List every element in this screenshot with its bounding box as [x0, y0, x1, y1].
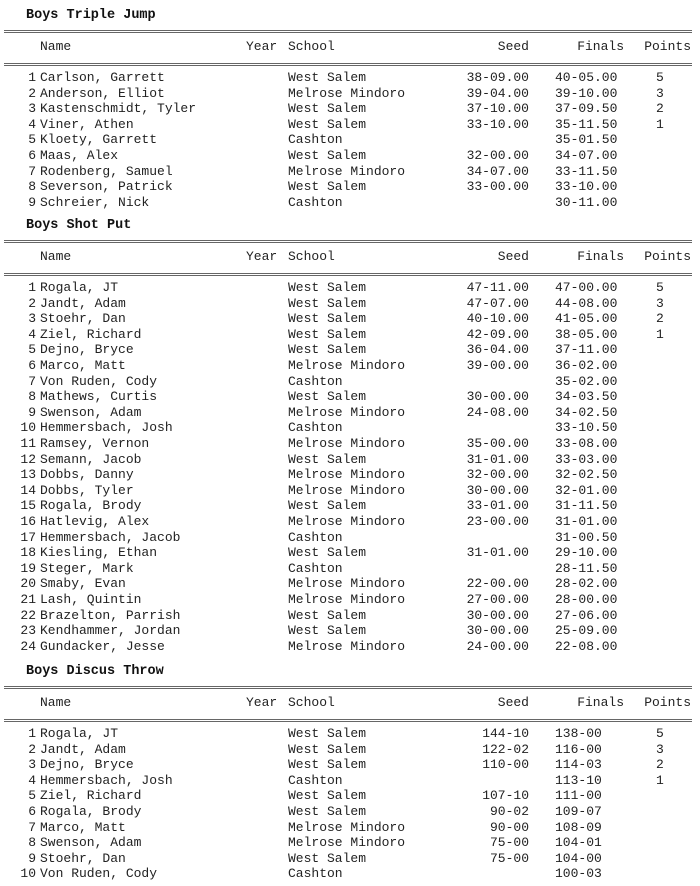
result-row: [0, 358, 700, 374]
finals-mark: 108-09: [555, 819, 602, 835]
result-row: [0, 804, 700, 820]
column-header-row: [0, 249, 700, 265]
place: 9: [28, 404, 36, 420]
athlete-name: Schreier, Nick: [40, 194, 150, 210]
seed-mark: 31-01.00: [466, 545, 529, 561]
school: Melrose Mindoro: [288, 819, 406, 835]
school: West Salem: [288, 545, 367, 561]
points: 5: [656, 726, 664, 741]
place: 8: [28, 835, 36, 851]
school: Cashton: [288, 132, 343, 148]
school: West Salem: [288, 623, 367, 639]
place: 24: [20, 638, 36, 654]
points: 1: [656, 116, 664, 132]
school: Cashton: [288, 420, 343, 436]
place: 3: [28, 101, 36, 117]
seed-mark: 23-00.00: [466, 514, 529, 529]
result-row: [0, 726, 700, 742]
place: 15: [20, 498, 36, 514]
athlete-name: Hemmersbach, Jacob: [40, 529, 181, 545]
header-school: School: [288, 695, 335, 710]
school: West Salem: [288, 804, 367, 819]
finals-mark: 100-03: [555, 866, 602, 882]
finals-mark: 25-09.00: [555, 623, 618, 639]
points: 3: [656, 85, 664, 101]
place: 6: [28, 358, 36, 373]
place: 2: [28, 85, 36, 101]
seed-mark: 30-00.00: [466, 482, 529, 498]
place: 4: [28, 772, 36, 788]
school: West Salem: [288, 389, 367, 405]
header-finals: Finals: [577, 39, 624, 54]
header-year: Year: [246, 39, 278, 54]
result-row: [0, 132, 700, 148]
school: West Salem: [288, 741, 367, 757]
header-points: Points: [644, 695, 691, 710]
place: 13: [20, 467, 36, 483]
finals-mark: 34-07.00: [555, 148, 618, 163]
athlete-name: Ziel, Richard: [40, 326, 142, 342]
place: 4: [28, 326, 36, 342]
finals-mark: 41-05.00: [555, 311, 618, 327]
result-row: [0, 820, 700, 836]
seed-mark: 30-00.00: [466, 389, 529, 405]
result-row: [0, 148, 700, 164]
place: 12: [20, 451, 36, 467]
school: Melrose Mindoro: [288, 163, 406, 179]
place: 8: [28, 389, 36, 405]
finals-mark: 33-11.50: [555, 163, 618, 179]
school: Cashton: [288, 866, 343, 882]
athlete-name: Lash, Quintin: [40, 592, 142, 607]
result-row: [0, 311, 700, 327]
athlete-name: Gundacker, Jesse: [40, 638, 165, 654]
result-row: [0, 374, 700, 390]
finals-mark: 27-06.00: [555, 607, 618, 623]
finals-mark: 33-10.50: [555, 420, 618, 436]
place: 8: [28, 179, 36, 195]
athlete-name: Hatlevig, Alex: [40, 514, 150, 529]
athlete-name: Dobbs, Tyler: [40, 482, 134, 498]
finals-mark: 34-03.50: [555, 389, 618, 405]
school: Cashton: [288, 373, 343, 389]
finals-mark: 35-11.50: [555, 116, 618, 132]
athlete-name: Dejno, Bryce: [40, 757, 134, 773]
finals-mark: 33-10.00: [555, 179, 618, 195]
athlete-name: Anderson, Elliot: [40, 85, 165, 101]
seed-mark: 144-10: [482, 726, 529, 741]
finals-mark: 104-00: [555, 850, 602, 866]
school: West Salem: [288, 726, 367, 741]
athlete-name: Ziel, Richard: [40, 788, 142, 804]
seed-mark: 90-02: [489, 804, 529, 819]
column-header-row: [0, 695, 700, 711]
result-row: [0, 576, 700, 592]
header-seed: Seed: [497, 695, 529, 710]
result-row: [0, 866, 700, 882]
school: West Salem: [288, 116, 367, 132]
athlete-name: Kastenschmidt, Tyler: [40, 101, 197, 117]
finals-mark: 32-02.50: [555, 467, 618, 483]
finals-mark: 37-09.50: [555, 101, 618, 117]
result-row: [0, 514, 700, 530]
place: 5: [28, 132, 36, 148]
header-points: Points: [644, 39, 691, 54]
finals-mark: 114-03: [555, 757, 602, 773]
athlete-name: Rogala, Brody: [40, 498, 142, 514]
school: Cashton: [288, 772, 343, 788]
seed-mark: 35-00.00: [466, 436, 529, 451]
result-row: [0, 195, 700, 211]
finals-mark: 30-11.00: [555, 194, 618, 210]
athlete-name: Viner, Athen: [40, 116, 134, 132]
place: 7: [28, 819, 36, 835]
school: Melrose Mindoro: [288, 835, 406, 851]
athlete-name: Jandt, Adam: [40, 741, 126, 757]
athlete-name: Mathews, Curtis: [40, 389, 158, 405]
finals-mark: 44-08.00: [555, 295, 618, 311]
result-row: [0, 342, 700, 358]
finals-mark: 111-00: [555, 788, 602, 804]
school: Melrose Mindoro: [288, 436, 406, 451]
result-row: [0, 592, 700, 608]
school: Cashton: [288, 529, 343, 545]
seed-mark: 22-00.00: [466, 576, 529, 592]
header-points: Points: [644, 249, 691, 264]
seed-mark: 75-00: [489, 850, 529, 866]
place: 6: [28, 804, 36, 819]
seed-mark: 39-00.00: [466, 358, 529, 373]
finals-mark: 29-10.00: [555, 545, 618, 561]
place: 6: [28, 148, 36, 163]
result-row: [0, 835, 700, 851]
school: West Salem: [288, 179, 367, 195]
header-school: School: [288, 249, 335, 264]
seed-mark: 34-07.00: [466, 163, 529, 179]
finals-mark: 38-05.00: [555, 326, 618, 342]
finals-mark: 35-02.00: [555, 373, 618, 389]
result-row: [0, 179, 700, 195]
seed-mark: 122-02: [482, 741, 529, 757]
athlete-name: Maas, Alex: [40, 148, 119, 163]
finals-mark: 28-11.50: [555, 560, 618, 576]
finals-mark: 28-00.00: [555, 592, 618, 607]
place: 3: [28, 311, 36, 327]
place: 10: [20, 866, 36, 882]
place: 9: [28, 850, 36, 866]
header-name: Name: [40, 695, 72, 710]
points: 3: [656, 295, 664, 311]
athlete-name: Von Ruden, Cody: [40, 866, 158, 882]
athlete-name: Carlson, Garrett: [40, 70, 165, 85]
school: West Salem: [288, 788, 367, 804]
school: Melrose Mindoro: [288, 592, 406, 607]
result-row: [0, 639, 700, 655]
seed-mark: 110-00: [482, 757, 529, 773]
finals-mark: 22-08.00: [555, 638, 618, 654]
school: West Salem: [288, 326, 367, 342]
place: 10: [20, 420, 36, 436]
finals-mark: 39-10.00: [555, 85, 618, 101]
school: Melrose Mindoro: [288, 467, 406, 483]
school: West Salem: [288, 70, 367, 85]
points: 2: [656, 757, 664, 773]
finals-mark: 104-01: [555, 835, 602, 851]
finals-mark: 116-00: [555, 741, 602, 757]
place: 1: [28, 70, 36, 85]
athlete-name: Rogala, JT: [40, 726, 119, 741]
finals-mark: 32-01.00: [555, 482, 618, 498]
place: 17: [20, 529, 36, 545]
place: 2: [28, 295, 36, 311]
place: 14: [20, 482, 36, 498]
school: Melrose Mindoro: [288, 576, 406, 592]
place: 7: [28, 373, 36, 389]
seed-mark: 33-00.00: [466, 179, 529, 195]
finals-mark: 28-02.00: [555, 576, 618, 592]
school: West Salem: [288, 311, 367, 327]
result-row: [0, 280, 700, 296]
school: Melrose Mindoro: [288, 358, 406, 373]
result-row: [0, 851, 700, 867]
school: West Salem: [288, 607, 367, 623]
school: West Salem: [288, 280, 367, 295]
event-title: Boys Discus Throw: [26, 664, 164, 679]
athlete-name: Brazelton, Parrish: [40, 607, 181, 623]
result-row: [0, 405, 700, 421]
athlete-name: Rogala, JT: [40, 280, 119, 295]
result-row: [0, 467, 700, 483]
school: West Salem: [288, 498, 367, 514]
seed-mark: 33-01.00: [466, 498, 529, 514]
school: Melrose Mindoro: [288, 482, 406, 498]
school: West Salem: [288, 148, 367, 163]
result-row: [0, 452, 700, 468]
header-school: School: [288, 39, 335, 54]
header-finals: Finals: [577, 695, 624, 710]
place: 11: [20, 436, 36, 451]
school: West Salem: [288, 451, 367, 467]
seed-mark: 42-09.00: [466, 326, 529, 342]
result-row: [0, 117, 700, 133]
result-row: [0, 296, 700, 312]
place: 18: [20, 545, 36, 561]
finals-mark: 138-00: [555, 726, 602, 741]
finals-mark: 36-02.00: [555, 358, 618, 373]
athlete-name: Swenson, Adam: [40, 835, 142, 851]
header-rule-bottom: [4, 273, 692, 276]
place: 23: [20, 623, 36, 639]
seed-mark: 38-09.00: [466, 70, 529, 85]
header-rule-top: [4, 240, 692, 243]
result-row: [0, 608, 700, 624]
result-row: [0, 788, 700, 804]
result-row: [0, 561, 700, 577]
result-row: [0, 86, 700, 102]
athlete-name: Semann, Jacob: [40, 451, 142, 467]
points: 5: [656, 280, 664, 295]
athlete-name: Stoehr, Dan: [40, 311, 126, 327]
place: 5: [28, 788, 36, 804]
seed-mark: 32-00.00: [466, 467, 529, 483]
result-row: [0, 436, 700, 452]
place: 2: [28, 741, 36, 757]
header-seed: Seed: [497, 39, 529, 54]
athlete-name: Rogala, Brody: [40, 804, 142, 819]
seed-mark: 37-10.00: [466, 101, 529, 117]
school: Cashton: [288, 560, 343, 576]
place: 4: [28, 116, 36, 132]
header-year: Year: [246, 249, 278, 264]
result-row: [0, 420, 700, 436]
seed-mark: 31-01.00: [466, 451, 529, 467]
finals-mark: 31-11.50: [555, 498, 618, 514]
athlete-name: Rodenberg, Samuel: [40, 163, 173, 179]
result-row: [0, 623, 700, 639]
athlete-name: Swenson, Adam: [40, 404, 142, 420]
seed-mark: 30-00.00: [466, 623, 529, 639]
result-row: [0, 757, 700, 773]
athlete-name: Jandt, Adam: [40, 295, 126, 311]
athlete-name: Dejno, Bryce: [40, 342, 134, 358]
result-row: [0, 327, 700, 343]
result-row: [0, 545, 700, 561]
school: Melrose Mindoro: [288, 638, 406, 654]
finals-mark: 34-02.50: [555, 404, 618, 420]
athlete-name: Kiesling, Ethan: [40, 545, 158, 561]
place: 9: [28, 194, 36, 210]
result-row: [0, 101, 700, 117]
seed-mark: 27-00.00: [466, 592, 529, 607]
header-name: Name: [40, 249, 72, 264]
event-title: Boys Triple Jump: [26, 8, 156, 23]
finals-mark: 109-07: [555, 804, 602, 819]
points: 3: [656, 741, 664, 757]
athlete-name: Ramsey, Vernon: [40, 436, 150, 451]
athlete-name: Smaby, Evan: [40, 576, 126, 592]
result-row: [0, 70, 700, 86]
seed-mark: 33-10.00: [466, 116, 529, 132]
place: 20: [20, 576, 36, 592]
points: 1: [656, 326, 664, 342]
school: Cashton: [288, 194, 343, 210]
seed-mark: 40-10.00: [466, 311, 529, 327]
result-row: [0, 389, 700, 405]
seed-mark: 107-10: [482, 788, 529, 804]
school: West Salem: [288, 101, 367, 117]
seed-mark: 75-00: [489, 835, 529, 851]
finals-mark: 33-03.00: [555, 451, 618, 467]
finals-mark: 31-01.00: [555, 514, 618, 529]
seed-mark: 24-08.00: [466, 404, 529, 420]
result-row: [0, 498, 700, 514]
seed-mark: 90-00: [489, 819, 529, 835]
finals-mark: 40-05.00: [555, 70, 618, 85]
place: 5: [28, 342, 36, 358]
seed-mark: 36-04.00: [466, 342, 529, 358]
place: 21: [20, 592, 36, 607]
athlete-name: Steger, Mark: [40, 560, 134, 576]
school: Melrose Mindoro: [288, 514, 406, 529]
finals-mark: 47-00.00: [555, 280, 618, 295]
points: 2: [656, 101, 664, 117]
finals-mark: 35-01.50: [555, 132, 618, 148]
athlete-name: Severson, Patrick: [40, 179, 173, 195]
place: 22: [20, 607, 36, 623]
points: 5: [656, 70, 664, 85]
finals-mark: 31-00.50: [555, 529, 618, 545]
place: 1: [28, 726, 36, 741]
seed-mark: 32-00.00: [466, 148, 529, 163]
athlete-name: Kendhammer, Jordan: [40, 623, 181, 639]
athlete-name: Marco, Matt: [40, 819, 126, 835]
place: 16: [20, 514, 36, 529]
athlete-name: Stoehr, Dan: [40, 850, 126, 866]
school: West Salem: [288, 295, 367, 311]
place: 7: [28, 163, 36, 179]
athlete-name: Hemmersbach, Josh: [40, 772, 173, 788]
points: 2: [656, 311, 664, 327]
header-rule-bottom: [4, 63, 692, 66]
athlete-name: Dobbs, Danny: [40, 467, 134, 483]
result-row: [0, 483, 700, 499]
header-rule-bottom: [4, 719, 692, 722]
athlete-name: Hemmersbach, Josh: [40, 420, 173, 436]
seed-mark: 47-11.00: [466, 280, 529, 295]
seed-mark: 30-00.00: [466, 607, 529, 623]
column-header-row: [0, 39, 700, 55]
header-finals: Finals: [577, 249, 624, 264]
place: 1: [28, 280, 36, 295]
place: 3: [28, 757, 36, 773]
seed-mark: 39-04.00: [466, 85, 529, 101]
athlete-name: Marco, Matt: [40, 358, 126, 373]
result-row: [0, 164, 700, 180]
place: 19: [20, 560, 36, 576]
school: Melrose Mindoro: [288, 404, 406, 420]
school: West Salem: [288, 342, 367, 358]
athlete-name: Von Ruden, Cody: [40, 373, 158, 389]
seed-mark: 24-00.00: [466, 638, 529, 654]
school: West Salem: [288, 850, 367, 866]
header-year: Year: [246, 695, 278, 710]
header-seed: Seed: [497, 249, 529, 264]
athlete-name: Kloety, Garrett: [40, 132, 158, 148]
header-rule-top: [4, 30, 692, 33]
school: Melrose Mindoro: [288, 85, 406, 101]
seed-mark: 47-07.00: [466, 295, 529, 311]
finals-mark: 113-10: [555, 772, 602, 788]
result-row: [0, 742, 700, 758]
finals-mark: 37-11.00: [555, 342, 618, 358]
header-rule-top: [4, 686, 692, 689]
finals-mark: 33-08.00: [555, 436, 618, 451]
points: 1: [656, 772, 664, 788]
header-name: Name: [40, 39, 72, 54]
result-row: [0, 773, 700, 789]
school: West Salem: [288, 757, 367, 773]
event-title: Boys Shot Put: [26, 218, 132, 233]
result-row: [0, 530, 700, 546]
